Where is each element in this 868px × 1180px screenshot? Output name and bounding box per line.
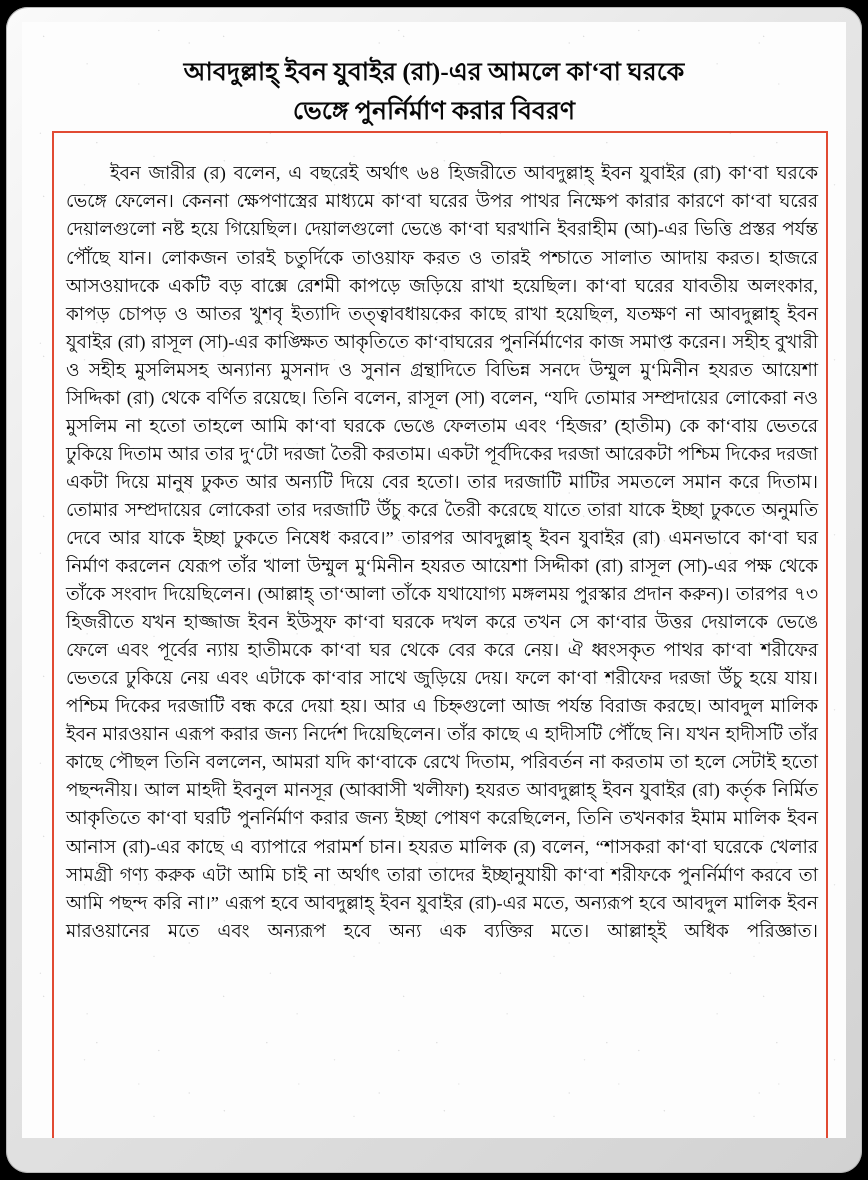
body-paragraph: ইবন জারীর (র) বলেন, এ বছরেই অর্থাৎ ৬৪ হিজরীতে আবদুল্লাহ্‌ ইবন যুবাইর (রা) কা‘বা ঘরকে ভেঙ্গে ফেলেন। কেননা ক্ষেপণাস্ত্রের মাধ্যমে কা‘বা ঘরের উপর পাথর নিক্ষেপ কারার কারণে কা‘বা ঘরের দেয়ালগুলো নষ্ট হয়ে গিয়েছিল। দেয়ালগুলো ভেঙে কা‘বা ঘরখানি ইবরাহীম (আ)-এর ভিত্তি প্রস্তর পর্যন্ত পৌঁছে যান। লোকজন তারই চতুর্দিকে তাওয়াফ করত ও তারই পশ্চাতে সালাত আদায় করত। হাজরে আসওয়াদকে একটি বড় বাক্সে রেশমী কাপড়ে জড়িয়ে রাখা হয়েছিল। কা‘বা ঘরের যাবতীয় অলংকার, কাপড় চোপড় ও আতর খুশবৃ ইত্যাদি তত্ত্বাবধায়কের কাছে রাখা হয়েছিল, যতক্ষণ না আবদুল্লাহ্‌ ইবন যুবাইর (রা) রাসূল (সা)-এর কাঙ্ক্ষিত আকৃতিতে কা‘বাঘরের পুনর্নির্মাণের কাজ সমাপ্ত করেন। সহীহ বুখারী ও সহীহ মুসলিমসহ অন্যান্য মুসনাদ ও সুনান গ্রন্থাদিতে বিভিন্ন সনদে উম্মুল মু‘মিনীন হযরত আয়েশা সিদ্দিকা (রা) থেকে বর্ণিত রয়েছে। তিনি বলেন, রাসূল (সা) বলেন, “যদি তোমার সম্প্রদায়ের লোকেরা নও মুসলিম না হতো তাহলে আমি কা‘বা ঘরকে ভেঙে ফেলতাম এবং ‘হিজর’ (হাতীম) কে কা‘বায় ভেতরে ঢুকিয়ে দিতাম আর তার দু‘টো দরজা তৈরী করতাম। একটা পূর্বদিকের দরজা আরেকটা পশ্চিম দিকের দরজা একটা দিয়ে মানুষ ঢুকত আর অন্যটি দিয়ে বের হতো। তার দরজাটি মাটির সমতলে সমান করে দিতাম। তোমার সম্প্রদায়ের লোকেরা তার দরজাটি উঁচু করে তৈরী করেছে যাতে তারা যাকে ইচ্ছা ঢুকতে অনুমতি দেবে আর যাকে ইচ্ছা ঢুকতে নিষেধ করবে।” তারপর আবদুল্লাহ্‌ ইবন যুবাইর (রা) এমনভাবে কা‘বা ঘর নির্মাণ করলেন যেরূপ তাঁর খালা উম্মুল মু‘মিনীন হযরত আয়েশা সিদ্দীকা (রা) রাসূল (সা)-এর পক্ষ থেকে তাঁকে সংবাদ দিয়েছিলেন। (আল্লাহ্‌ তা‘আলা তাঁকে যথাযোগ্য মঙ্গলময় পুরস্কার প্রদান করুন)। তারপর ৭৩ হিজরীতে যখন হাজ্জাজ ইবন ইউসুফ কা‘বা ঘরকে দখল করে তখন সে কা‘বার উত্তর দেয়ালকে ভেঙে ফেলে এবং পূর্বের ন্যায় হাতীমকে কা‘বা ঘর থেকে বের করে নেয়। ঐ ধ্বংসকৃত পাথর কা‘বা শরীফের ভেতরে ঢুকিয়ে নেয় এবং এটাকে কা‘বার সাথে জুড়িয়ে দেয়। ফলে কা‘বা শরীফের দরজা উঁচু হয়ে যায়। পশ্চিম দিকের দরজাটি বন্ধ করে দেয়া হয়। আর এ চিহ্নগুলো আজ পর্যন্ত বিরাজ করছে। আবদুল মালিক ইবন মারওয়ান এরূপ করার জন্য নির্দেশ দিয়েছিলেন। তাঁর কাছে এ হাদীসটি পৌঁছে নি। যখন হাদীসটি তাঁর কাছে পৌছল তিনি বললেন, আমরা যদি কা‘বাকে রেখে দিতাম, পরিবর্তন না করতাম তা হলে সেটাই হতো পছন্দনীয়। আল মাহদী ইবনুল মানসূর (আব্বাসী খলীফা) হযরত আবদুল্লাহ্‌ ইবন যুবাইর (রা) কর্তৃক নির্মিত আকৃতিতে কা‘বা ঘরটি পুনর্নির্মাণ করার জন্য ইচ্ছা পোষণ করেছিলেন, তিনি তখনকার ইমাম মালিক ইবন আনাস (রা)-এর কাছে এ ব্যাপারে পরামর্শ চান। হযরত মালিক (র) বলেন, “শাসকরা কা‘বা ঘরেকে খেলার সামগ্রী গণ্য করুক এটা আমি চাই না অর্থাৎ তারা তাদের ইচ্ছানুযায়ী কা‘বা শরীফকে পুনর্নির্মাণ করবে তা আমি পছন্দ করি না।” এরূপ হবে আবদুল্লাহ্‌ ইবন যুবাইর (রা)-এর মতে, অন্যরূপ হবে আবদুল মালিক ইবন মারওয়ানের মতে এবং অন্যরূপ হবে অন্য এক ব্যক্তির মতে। আল্লাহ্‌ই অধিক পরিজ্ঞাত। xyxy=(66,163,818,941)
page-title-line-1: আবদুল্লাহ্‌ ইবন যুবাইর (রা)-এর আমলে কা‘বা ঘরকে xyxy=(183,58,685,86)
page-title-line-2: ভেঙ্গে পুনর্নির্মাণ করার বিবরণ xyxy=(292,97,576,125)
paper-sheet xyxy=(22,22,846,1138)
page-title xyxy=(52,53,816,131)
body-text-frame xyxy=(52,131,828,1138)
